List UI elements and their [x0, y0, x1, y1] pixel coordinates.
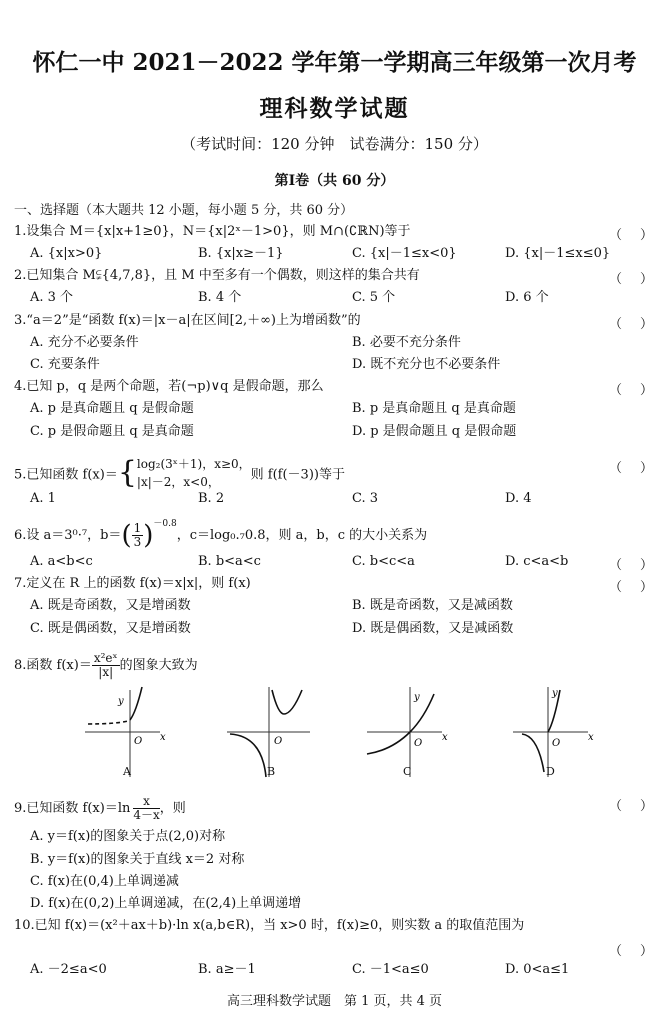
- page-footer: 高三理科数学试题 第 1 页，共 4 页: [226, 994, 443, 1009]
- answer-paren: （ ）: [609, 383, 653, 398]
- left-brace: {: [117, 455, 137, 490]
- q6-frac-den: 3: [133, 535, 142, 549]
- q9-option-b: B. y＝f(x)的图象关于直线 x＝2 对称: [30, 852, 245, 867]
- q9-option-d: D. f(x)在(0,2)上单调递减，在(2,4)上单调递增: [30, 896, 302, 911]
- answer-paren: （ ）: [609, 799, 653, 814]
- q4-option-c: C. p 是假命题且 q 是真命题: [30, 424, 194, 439]
- q8-stem-end: 的图象大致为: [119, 658, 198, 673]
- curve-left: [88, 721, 128, 724]
- q7-option-d: D. 既是偶函数，又是减函数: [352, 621, 514, 636]
- answer-paren: （ ）: [609, 272, 653, 287]
- question-4-stem: 4.已知 p，q 是两个命题，若(¬p)∨q 是假命题，那么: [14, 379, 324, 394]
- q9-option-a: A. y＝f(x)的图象关于点(2,0)对称: [30, 829, 226, 844]
- q6-option-c: C. b<c<a: [352, 554, 415, 569]
- axis-x-label: x: [442, 732, 448, 743]
- question-7-stem: 7.定义在 R 上的函数 f(x)＝x|x|，则 f(x): [14, 576, 251, 591]
- q5-case-2: |x|－2，x<0，: [136, 475, 220, 489]
- axis-x-label: x: [588, 732, 594, 743]
- q5-stem-start: 5.已知函数 f(x)＝: [14, 467, 118, 483]
- q10-option-d: D. 0<a≤1: [505, 962, 570, 977]
- q7-option-a: A. 既是奇函数，又是增函数: [30, 598, 191, 613]
- q6-stem-end: ，c＝log₀.₇0.8，则 a，b，c 的大小关系为: [176, 528, 428, 543]
- q7-option-c: C. 既是偶函数，又是增函数: [30, 621, 191, 636]
- graph-label-b: B: [267, 765, 276, 778]
- exam-subject: 理科数学试题: [259, 95, 410, 122]
- q3-option-d: D. 既不充分也不必要条件: [352, 357, 501, 372]
- q10-option-a: A. －2≤a<0: [30, 962, 107, 977]
- q6-option-b: B. b<a<c: [198, 554, 261, 569]
- q7-option-b: B. 既是奇函数，又是减函数: [352, 598, 513, 613]
- axis-y-label: y: [414, 692, 420, 703]
- q2-option-a: A. 3 个: [30, 290, 74, 305]
- q2-option-c: C. 5 个: [352, 290, 396, 305]
- graph-label-a: A: [123, 765, 131, 778]
- axis-x-label: x: [160, 732, 166, 743]
- question-10-stem: 10.已知 f(x)＝(x²＋ax＋b)·ln x(a,b∈R)，当 x>0 时，f(x)≥0，则实数 a 的取值范围为: [14, 918, 525, 933]
- q6-option-d: D. c<a<b: [505, 554, 569, 569]
- origin-label: O: [274, 736, 283, 747]
- answer-paren: （ ）: [609, 228, 653, 243]
- graph-label-d: D: [546, 765, 555, 778]
- answer-paren: （ ）: [609, 317, 653, 332]
- question-9-stem: [14, 795, 186, 822]
- q3-option-c: C. 充要条件: [30, 357, 100, 372]
- q9-option-c: C. f(x)在(0,4)上单调递减: [30, 874, 179, 889]
- origin-label: O: [414, 738, 423, 749]
- answer-paren: （ ）: [609, 580, 653, 595]
- q6-frac-num: 1: [133, 521, 142, 535]
- q4-option-d: D. p 是假命题且 q 是假命题: [352, 424, 517, 439]
- q5-case-1: log₂(3ˣ＋1)，x≥0，: [136, 457, 251, 471]
- question-1-stem: 1.设集合 M＝{x|x+1≥0}，N＝{x|2ˣ－1>0}，则 M∩(∁ℝN)等于: [14, 224, 411, 239]
- graph-c: [362, 682, 462, 782]
- exam-title: 怀仁一中 2021－2022 学年第一学期高三年级第一次月考: [32, 49, 637, 76]
- q2-option-b: B. 4 个: [198, 290, 242, 305]
- question-2-stem: 2.已知集合 M⫋{4,7,8}，且 M 中至多有一个偶数，则这样的集合共有: [14, 268, 420, 283]
- q9-stem-start: 9.已知函数 f(x)＝ln: [14, 801, 131, 816]
- q5-option-b: B. 2: [198, 491, 225, 506]
- curve-left: [230, 734, 266, 777]
- q1-option-a: A. {x|x>0}: [30, 246, 103, 261]
- q3-option-a: A. 充分不必要条件: [30, 335, 139, 350]
- q8-frac-den: |x|: [98, 665, 114, 679]
- q5-option-a: A. 1: [30, 491, 56, 506]
- q5-option-d: D. 4: [505, 491, 532, 506]
- q5-stem-end: 则 f(f(－3))等于: [250, 467, 345, 483]
- q8-stem-start: 8.函数 f(x)＝: [14, 658, 92, 673]
- volume-heading: 第Ⅰ卷（共 60 分）: [274, 173, 395, 189]
- q8-frac-num: x²eˣ: [93, 651, 118, 665]
- q10-option-c: C. －1<a≤0: [352, 962, 429, 977]
- question-3-stem: 3.“a＝2”是“函数 f(x)＝|x－a|在区间[2,＋∞)上为增函数”的: [14, 313, 361, 328]
- exam-info: （考试时间：120 分钟 试卷满分：150 分）: [181, 135, 488, 153]
- answer-paren: （ ）: [609, 944, 653, 959]
- graph-d: [508, 682, 608, 782]
- question-6-stem: 6.设 a＝3⁰·⁷，b＝( $\frac{1}{3}$ )$^{-0.8}$，c＝log₀.₇0.8，则 a，b，c 的大小关系为: [14, 518, 428, 551]
- origin-label: O: [134, 736, 143, 747]
- question-5-stem: [14, 457, 345, 493]
- q5-option-c: C. 3: [352, 491, 379, 506]
- q9-frac-num: x: [133, 795, 159, 809]
- axis-y-label: y: [118, 696, 124, 707]
- axis-y-label: y: [552, 688, 558, 699]
- q1-option-d: D. {x|－1≤x≤0}: [505, 246, 611, 261]
- q10-option-b: B. a≥－1: [198, 962, 256, 977]
- q1-option-c: C. {x|－1≤x<0}: [352, 246, 457, 261]
- curve: [367, 694, 434, 754]
- answer-paren: （ ）: [609, 558, 653, 573]
- section-heading: 一、选择题（本大题共 12 小题，每小题 5 分，共 60 分）: [14, 203, 354, 218]
- q2-option-d: D. 6 个: [505, 290, 549, 305]
- q4-option-a: A. p 是真命题且 q 是假命题: [30, 401, 194, 416]
- origin-label: O: [552, 738, 561, 749]
- q9-frac-den: 4－x: [133, 808, 160, 822]
- graph-label-c: C: [403, 765, 412, 778]
- question-8-stem: [14, 652, 198, 679]
- answer-paren: （ ）: [609, 461, 653, 476]
- q9-stem-end: ，则: [159, 801, 186, 816]
- q6-exponent: －0.8: [153, 518, 177, 529]
- curve-right: [130, 687, 142, 720]
- q6-option-a: A. a<b<c: [30, 554, 93, 569]
- q4-option-b: B. p 是真命题且 q 是真命题: [352, 401, 516, 416]
- q1-option-b: B. {x|x≥－1}: [198, 246, 284, 261]
- curve-left: [522, 734, 544, 772]
- q3-option-b: B. 必要不充分条件: [352, 335, 461, 350]
- curve-right: [272, 690, 302, 714]
- q6-stem-start: 6.设 a＝3⁰·⁷，b＝: [14, 528, 122, 543]
